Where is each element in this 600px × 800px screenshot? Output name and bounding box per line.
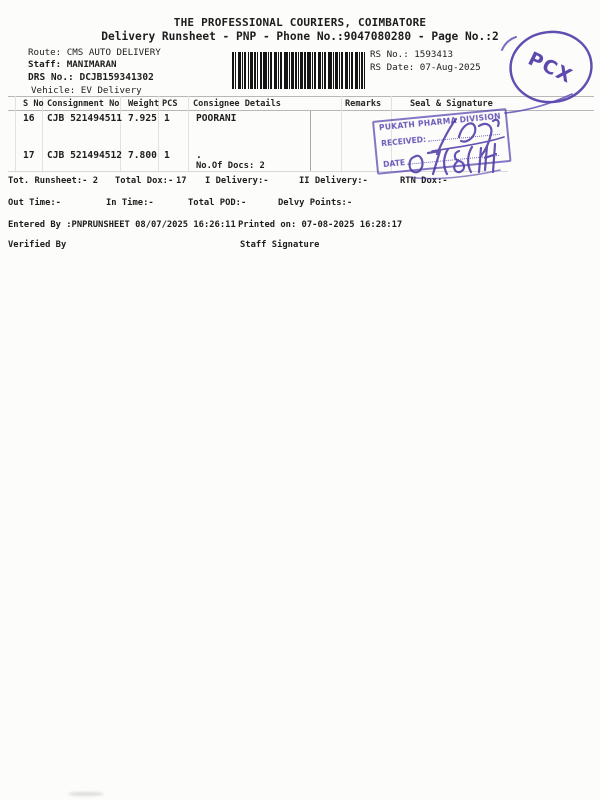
row1-sno: 16 (23, 113, 35, 124)
rs-date: RS Date: 07-Aug-2025 (370, 62, 481, 73)
row2-consignment: CJB 521494512 (47, 150, 123, 161)
delvy-points: Delvy Points:- (278, 198, 353, 208)
verified-by-label: Verified By (8, 240, 67, 250)
received-dotted-line (428, 127, 500, 142)
rs-number: RS No.: 1593413 (370, 49, 453, 60)
rtn-dox: RTN Dox:- (400, 176, 448, 186)
route-line: Route: CMS AUTO DELIVERY (28, 47, 161, 58)
col-header-consignment: Consignment No (47, 99, 120, 109)
row2-consignee: . (196, 150, 202, 161)
date-label: DATE (382, 158, 406, 170)
col-header-remarks: Remarks (345, 99, 382, 109)
scan-smudge (68, 792, 104, 796)
row2-docs-note: No.Of Docs: 2 (196, 161, 265, 171)
entered-by: Entered By :PNPRUNSHEET 08/07/2025 16:26:11 (8, 220, 236, 230)
table-grid-line (15, 96, 16, 171)
table-grid-line (188, 96, 189, 171)
total-runsheet: Tot. Runsheet:- 2 (8, 176, 99, 186)
pcx-stamp-text: PCX (524, 47, 577, 89)
table-grid-line (341, 96, 342, 171)
pcx-stamp (506, 28, 596, 108)
row2-weight: 7.800 (128, 150, 157, 161)
consignee-column-divider (310, 111, 311, 171)
total-dox-label: Total Dox:- (115, 176, 174, 186)
row1-consignment: CJB 521494511 (47, 113, 123, 124)
vehicle-line: Vehicle: EV Delivery (31, 85, 142, 96)
received-stamp (372, 108, 512, 175)
col-header-sno: S No (23, 99, 44, 109)
total-pod: Total POD:- (188, 198, 247, 208)
row1-consignee: POORANI (196, 113, 237, 124)
printed-on: Printed on: 07-08-2025 16:28:17 (238, 220, 403, 230)
staff-line: Staff: MANIMARAN (28, 59, 117, 70)
out-time: Out Time:- (8, 198, 61, 208)
i-delivery: I Delivery:- (205, 176, 269, 186)
received-stamp-title: PUKATH PHARMA DIVISION (378, 111, 502, 133)
staff-signature-label: Staff Signature (240, 240, 320, 250)
drs-number-line: DRS No.: DCJB159341302 (28, 72, 154, 83)
barcode (232, 52, 365, 89)
col-header-pcs: PCS (162, 99, 178, 109)
row2-sno: 17 (23, 150, 35, 161)
col-header-seal: Seal & Signature (410, 99, 493, 109)
table-border-bottom (8, 171, 508, 172)
row2-pcs: 1 (164, 150, 170, 161)
in-time: In Time:- (106, 198, 154, 208)
document-title: THE PROFESSIONAL COURIERS, COIMBATORE (173, 16, 427, 29)
col-header-weight: Weight (128, 99, 160, 109)
total-dox-value: 17 (176, 176, 187, 186)
date-dotted-line (407, 148, 499, 165)
col-header-consignee: Consignee Details (193, 99, 281, 109)
document-subtitle: Delivery Runsheet - PNP - Phone No.:9047080280 - Page No.:2 (101, 30, 499, 43)
row1-pcs: 1 (164, 113, 170, 124)
row1-weight: 7.925 (128, 113, 157, 124)
received-label: RECEIVED: (380, 134, 427, 149)
ii-delivery: II Delivery:- (299, 176, 368, 186)
